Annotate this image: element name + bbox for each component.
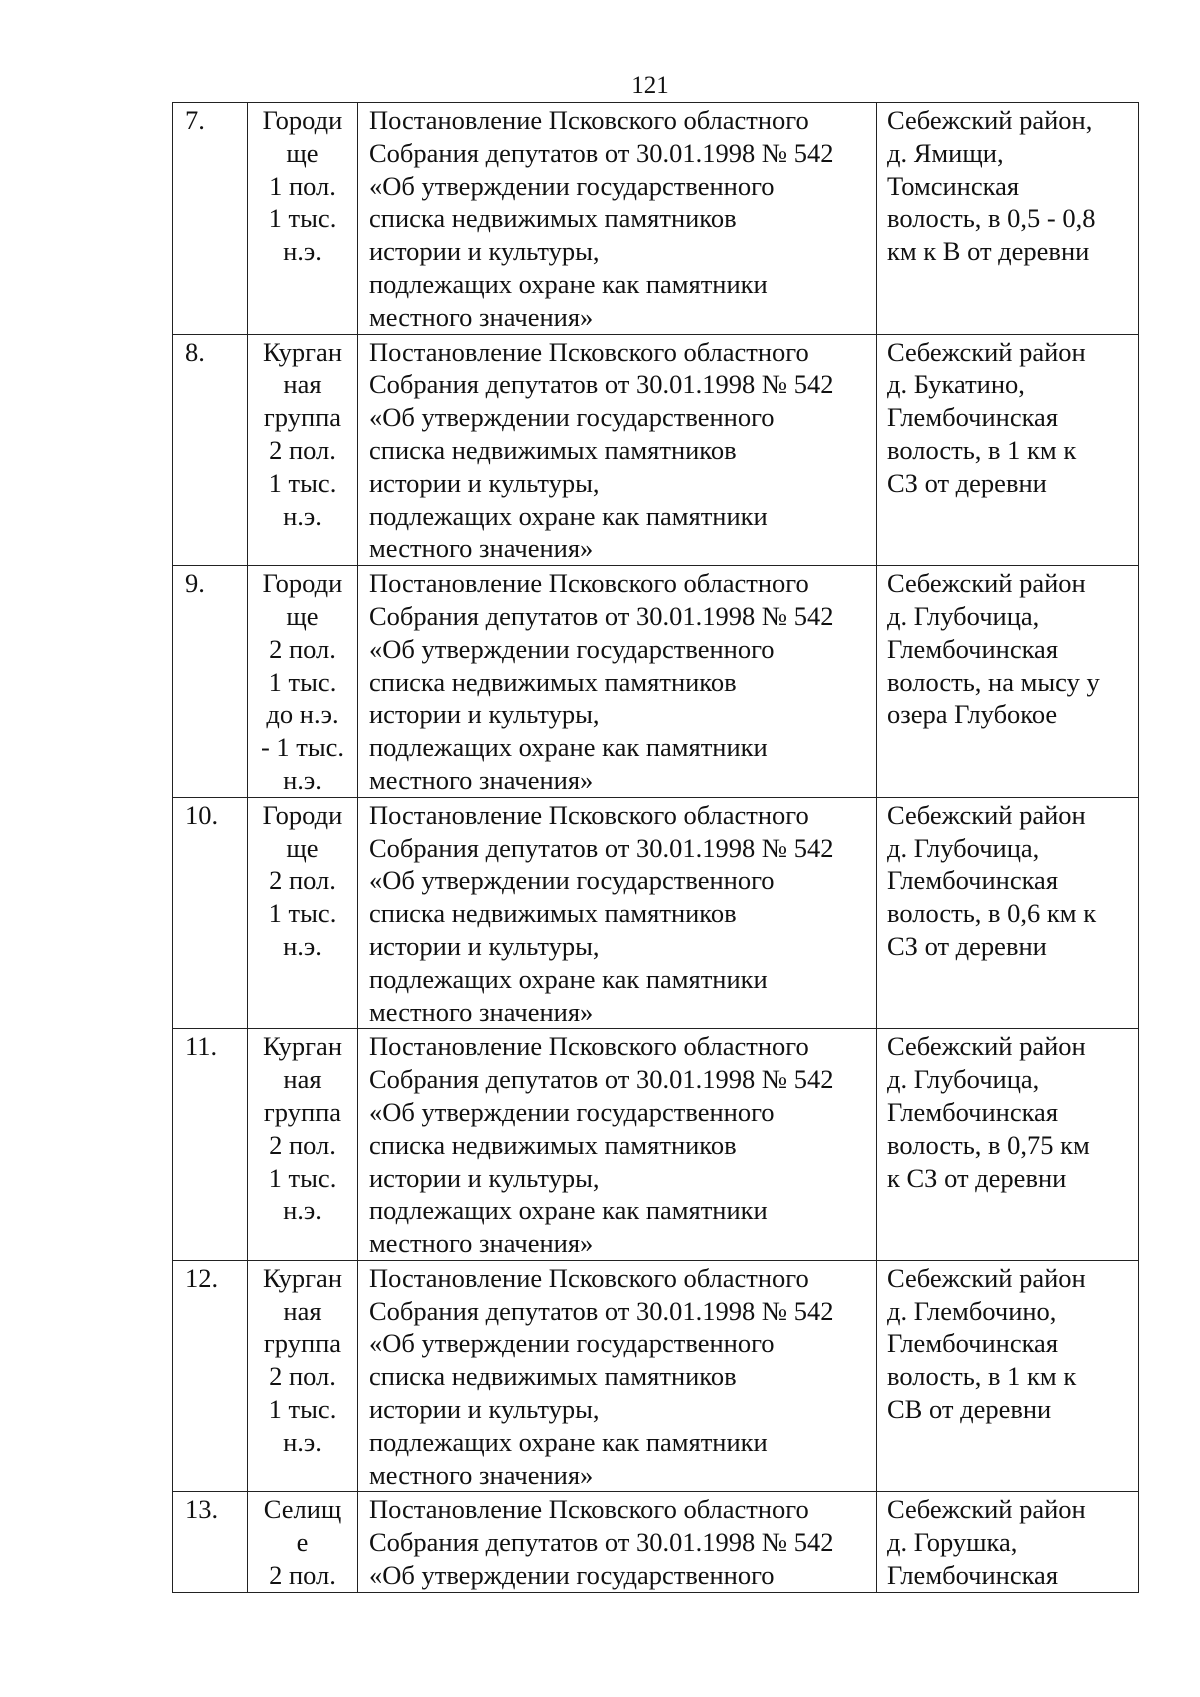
monument-name-line: н.э. — [283, 1195, 322, 1226]
legal-act-line: местного значения» — [369, 301, 594, 332]
row-number: 8. — [173, 334, 248, 566]
row-number: 13. — [173, 1492, 248, 1593]
location-line: озера Глубокое — [887, 699, 1058, 730]
monument-name-line: ще — [286, 137, 319, 168]
legal-act-line: Собрания депутатов от 30.01.1998 № 542 — [369, 832, 834, 863]
location-line: волость, в 0,75 км — [887, 1129, 1090, 1160]
location-line: к СЗ от деревни — [887, 1162, 1067, 1193]
monument-name-line: группа — [263, 1096, 342, 1127]
monument-name-line: Городи — [262, 105, 343, 135]
monument-name-line: н.э. — [283, 500, 322, 531]
location-line: д. Ямищи, — [887, 137, 1004, 168]
table-row — [173, 334, 1139, 566]
location-line: волость, в 0,6 км к — [887, 898, 1097, 929]
location-line: СВ от деревни — [887, 1394, 1052, 1425]
monument-name-line: - 1 тыс. — [260, 732, 345, 763]
monument-name-line: Селищ — [263, 1494, 342, 1525]
doc-cell — [358, 103, 877, 335]
location-line: СЗ от деревни — [887, 467, 1047, 498]
monument-name-line: группа — [263, 1328, 342, 1359]
location-line: волость, в 1 км к — [887, 1361, 1077, 1392]
table-row — [173, 1029, 1139, 1261]
page-number: 121 — [631, 72, 669, 99]
location-line: Глембочинская — [887, 633, 1059, 664]
legal-act-line: Собрания депутатов от 30.01.1998 № 542 — [369, 1295, 834, 1326]
name-cell — [248, 1029, 358, 1261]
monument-name-line: 2 пол. — [269, 434, 336, 465]
location-line: волость, в 1 км к — [887, 434, 1077, 465]
loc-cell — [877, 334, 1139, 566]
monument-name-line: н.э. — [283, 236, 322, 267]
location-line: Глембочинская — [887, 1096, 1059, 1127]
location-line: Глембочинская — [887, 402, 1059, 433]
row-number: 12. — [173, 1260, 248, 1492]
legal-act-line: Постановление Псковского областного — [369, 336, 809, 367]
row-number: 7. — [173, 103, 248, 335]
doc-cell — [358, 1260, 877, 1492]
monument-name-line: ще — [286, 600, 319, 631]
monument-name-line: 2 пол. — [269, 865, 336, 896]
name-cell — [248, 1260, 358, 1492]
loc-cell — [877, 566, 1139, 798]
monument-name-line: ная — [283, 369, 322, 400]
legal-act-line: истории и культуры, — [369, 930, 600, 961]
location-line: Себежский район — [887, 336, 1086, 367]
table-row — [173, 1260, 1139, 1492]
name-cell — [248, 797, 358, 1029]
doc-cell — [358, 1029, 877, 1261]
location-line: Глембочинская — [887, 1560, 1059, 1591]
loc-cell — [877, 797, 1139, 1029]
legal-act-line: Собрания депутатов от 30.01.1998 № 542 — [369, 1527, 834, 1558]
name-cell — [248, 103, 358, 335]
doc-cell — [358, 566, 877, 798]
doc-cell — [358, 1492, 877, 1593]
legal-act-line: Собрания депутатов от 30.01.1998 № 542 — [369, 600, 834, 631]
location-line: Томсинская — [887, 170, 1020, 201]
legal-act-line: истории и культуры, — [369, 467, 600, 498]
location-line: д. Букатино, — [887, 369, 1025, 400]
monument-name-line: 2 пол. — [269, 1560, 336, 1591]
legal-act-line: «Об утверждении государственного — [369, 170, 775, 201]
table-row — [173, 566, 1139, 798]
monument-name-line: Курган — [263, 336, 342, 367]
legal-act-line: Постановление Псковского областного — [369, 105, 809, 135]
name-cell — [248, 1492, 358, 1593]
location-line: волость, в 0,5 - 0,8 — [887, 203, 1096, 234]
table-body — [173, 103, 1139, 1593]
location-line: км к В от деревни — [887, 236, 1090, 267]
legal-act-line: подлежащих охране как памятники — [369, 732, 768, 763]
monument-name-line: 1 тыс. — [268, 467, 337, 498]
location-line: д. Глембочино, — [887, 1295, 1057, 1326]
monument-name-line: н.э. — [283, 764, 322, 795]
legal-act-line: списка недвижимых памятников — [369, 1361, 737, 1392]
location-line: Себежский район — [887, 1031, 1086, 1062]
legal-act-line: местного значения» — [369, 1459, 594, 1490]
location-line: Себежский район — [887, 1494, 1086, 1525]
monument-name-line: ная — [283, 1295, 322, 1326]
loc-cell — [877, 1492, 1139, 1593]
legal-act-line: списка недвижимых памятников — [369, 434, 737, 465]
monument-name-line: н.э. — [283, 1426, 322, 1457]
legal-act-line: истории и культуры, — [369, 236, 600, 267]
legal-act-line: списка недвижимых памятников — [369, 1129, 737, 1160]
legal-act-line: «Об утверждении государственного — [369, 1560, 775, 1591]
monument-name-line: 1 тыс. — [268, 898, 337, 929]
monument-name-line: ще — [286, 832, 319, 863]
monument-name-line: Городи — [262, 799, 343, 830]
location-line: Себежский район, — [887, 105, 1093, 135]
name-cell — [248, 566, 358, 798]
location-line: Себежский район — [887, 1262, 1086, 1293]
legal-act-line: списка недвижимых памятников — [369, 203, 737, 234]
legal-act-line: «Об утверждении государственного — [369, 1328, 775, 1359]
legal-act-line: списка недвижимых памятников — [369, 898, 737, 929]
legal-act-line: «Об утверждении государственного — [369, 402, 775, 433]
legal-act-line: местного значения» — [369, 1228, 594, 1259]
monument-name-line: н.э. — [283, 930, 322, 961]
location-line: Себежский район — [887, 799, 1086, 830]
legal-act-line: местного значения» — [369, 533, 594, 564]
legal-act-line: Постановление Псковского областного — [369, 568, 809, 599]
legal-act-line: Постановление Псковского областного — [369, 1262, 809, 1293]
legal-act-line: списка недвижимых памятников — [369, 666, 737, 697]
monument-name-line: ная — [283, 1064, 322, 1095]
location-line: волость, на мысу у — [887, 666, 1100, 697]
table-row — [173, 1492, 1139, 1593]
location-line: Глембочинская — [887, 865, 1059, 896]
row-number: 9. — [173, 566, 248, 798]
monument-name-line: 1 пол. — [269, 170, 336, 201]
location-line: Себежский район — [887, 568, 1086, 599]
monument-name-line: Курган — [263, 1031, 342, 1062]
table-row — [173, 797, 1139, 1029]
location-line: д. Горушка, — [887, 1527, 1018, 1558]
legal-act-line: подлежащих охране как памятники — [369, 1195, 768, 1226]
legal-act-line: местного значения» — [369, 764, 594, 795]
legal-act-line: Постановление Псковского областного — [369, 1494, 809, 1525]
monuments-table — [172, 102, 1139, 1593]
location-line: д. Глубочица, — [887, 1064, 1040, 1095]
legal-act-line: «Об утверждении государственного — [369, 633, 775, 664]
monument-name-line: 2 пол. — [269, 1129, 336, 1160]
legal-act-line: истории и культуры, — [369, 699, 600, 730]
monument-name-line: 1 тыс. — [268, 203, 337, 234]
legal-act-line: Собрания депутатов от 30.01.1998 № 542 — [369, 1064, 834, 1095]
loc-cell — [877, 103, 1139, 335]
legal-act-line: подлежащих охране как памятники — [369, 1426, 768, 1457]
doc-cell — [358, 334, 877, 566]
legal-act-line: Постановление Псковского областного — [369, 1031, 809, 1062]
monument-name-line: группа — [263, 402, 342, 433]
monument-name-line: Городи — [262, 568, 343, 599]
location-line: СЗ от деревни — [887, 930, 1047, 961]
legal-act-line: «Об утверждении государственного — [369, 1096, 775, 1127]
monument-name-line: до н.э. — [266, 699, 339, 730]
monument-name-line: 1 тыс. — [268, 666, 337, 697]
location-line: д. Глубочица, — [887, 600, 1040, 631]
legal-act-line: подлежащих охране как памятники — [369, 963, 768, 994]
monument-name-line: 2 пол. — [269, 633, 336, 664]
monument-name-line: 2 пол. — [269, 1361, 336, 1392]
location-line: д. Глубочица, — [887, 832, 1040, 863]
legal-act-line: истории и культуры, — [369, 1394, 600, 1425]
doc-cell — [358, 797, 877, 1029]
location-line: Глембочинская — [887, 1328, 1059, 1359]
legal-act-line: местного значения» — [369, 996, 594, 1027]
legal-act-line: подлежащих охране как памятники — [369, 268, 768, 299]
legal-act-line: Собрания депутатов от 30.01.1998 № 542 — [369, 369, 834, 400]
row-number: 10. — [173, 797, 248, 1029]
loc-cell — [877, 1260, 1139, 1492]
name-cell — [248, 334, 358, 566]
legal-act-line: Постановление Псковского областного — [369, 799, 809, 830]
monument-name-line: Курган — [263, 1262, 342, 1293]
legal-act-line: истории и культуры, — [369, 1162, 600, 1193]
legal-act-line: «Об утверждении государственного — [369, 865, 775, 896]
monument-name-line: 1 тыс. — [268, 1162, 337, 1193]
row-number: 11. — [173, 1029, 248, 1261]
monument-name-line: 1 тыс. — [268, 1394, 337, 1425]
legal-act-line: Собрания депутатов от 30.01.1998 № 542 — [369, 137, 834, 168]
monument-name-line: е — [296, 1527, 309, 1558]
table-row — [173, 103, 1139, 335]
loc-cell — [877, 1029, 1139, 1261]
legal-act-line: подлежащих охране как памятники — [369, 500, 768, 531]
